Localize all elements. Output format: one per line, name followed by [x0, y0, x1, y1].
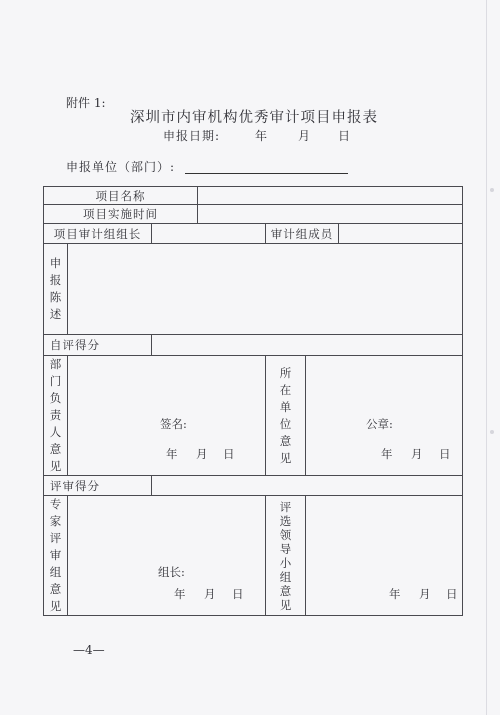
attachment-label: 附件 1: — [66, 96, 106, 110]
review-score-label: 评审得分 — [44, 476, 152, 496]
unit-label: 申报单位（部门）: — [66, 160, 176, 174]
review-score-field[interactable] — [152, 476, 463, 496]
group-leader-label: 组长: — [158, 565, 185, 579]
audit-leader-field[interactable] — [152, 224, 266, 244]
expert-date-month: 月 — [204, 587, 216, 601]
expert-opinion-field[interactable] — [68, 496, 266, 616]
dept-opinion-field[interactable] — [68, 356, 266, 476]
page-title: 深圳市内审机构优秀审计项目申报表 — [130, 110, 378, 126]
implementation-time-label: 项目实施时间 — [44, 205, 198, 224]
leader-date-month: 月 — [419, 587, 431, 601]
audit-members-field[interactable] — [339, 224, 463, 244]
seal-date-month: 月 — [411, 447, 423, 461]
row-review-score — [44, 476, 463, 496]
audit-members-label: 审计组成员 — [266, 224, 339, 244]
row-audit-team — [44, 224, 463, 244]
sign-date-year: 年 — [166, 447, 178, 461]
project-name-label: 项目名称 — [44, 187, 198, 205]
row-expert-opinions — [44, 496, 463, 616]
seal-date-day: 日 — [439, 447, 451, 461]
row-declaration — [44, 244, 463, 335]
self-score-label: 自评得分 — [44, 335, 152, 356]
seal-label: 公章: — [366, 417, 393, 431]
signature-label: 签名: — [160, 417, 187, 431]
row-self-score — [44, 335, 463, 356]
self-score-field[interactable] — [152, 335, 463, 356]
project-name-field[interactable] — [198, 187, 463, 205]
declaration-field[interactable] — [68, 244, 463, 335]
row-implementation-time — [44, 205, 463, 224]
date-year: 年 — [255, 129, 268, 143]
date-month: 月 — [298, 129, 311, 143]
leader-date-year: 年 — [389, 587, 401, 601]
binding-edge — [486, 0, 487, 715]
date-label: 申报日期: — [163, 129, 221, 143]
seal-date-year: 年 — [381, 447, 393, 461]
date-day: 日 — [338, 129, 351, 143]
declaration-label: 申 报 陈 述 — [44, 244, 68, 335]
dept-opinion-label: 部 门 负 责 人 意 见 — [44, 356, 68, 476]
implementation-time-field[interactable] — [198, 205, 463, 224]
leader-date-day: 日 — [446, 587, 458, 601]
sign-date-day: 日 — [223, 447, 235, 461]
leader-group-opinion-label: 评 选 领 导 小 组 意 见 — [266, 496, 306, 616]
unit-opinion-field[interactable] — [306, 356, 463, 476]
expert-date-day: 日 — [232, 587, 244, 601]
page-number: —4— — [73, 643, 105, 657]
application-form-table — [43, 186, 463, 616]
binding-hole — [490, 430, 494, 434]
leader-group-opinion-field[interactable] — [306, 496, 463, 616]
expert-date-year: 年 — [174, 587, 186, 601]
binding-hole — [490, 188, 494, 192]
unit-fill-line[interactable] — [185, 173, 348, 174]
row-project-name — [44, 187, 463, 205]
row-opinions — [44, 356, 463, 476]
unit-opinion-label: 所 在 单 位 意 见 — [266, 356, 306, 476]
sign-date-month: 月 — [196, 447, 208, 461]
expert-opinion-label: 专 家 评 审 组 意 见 — [44, 496, 68, 616]
audit-leader-label: 项目审计组组长 — [44, 224, 152, 244]
